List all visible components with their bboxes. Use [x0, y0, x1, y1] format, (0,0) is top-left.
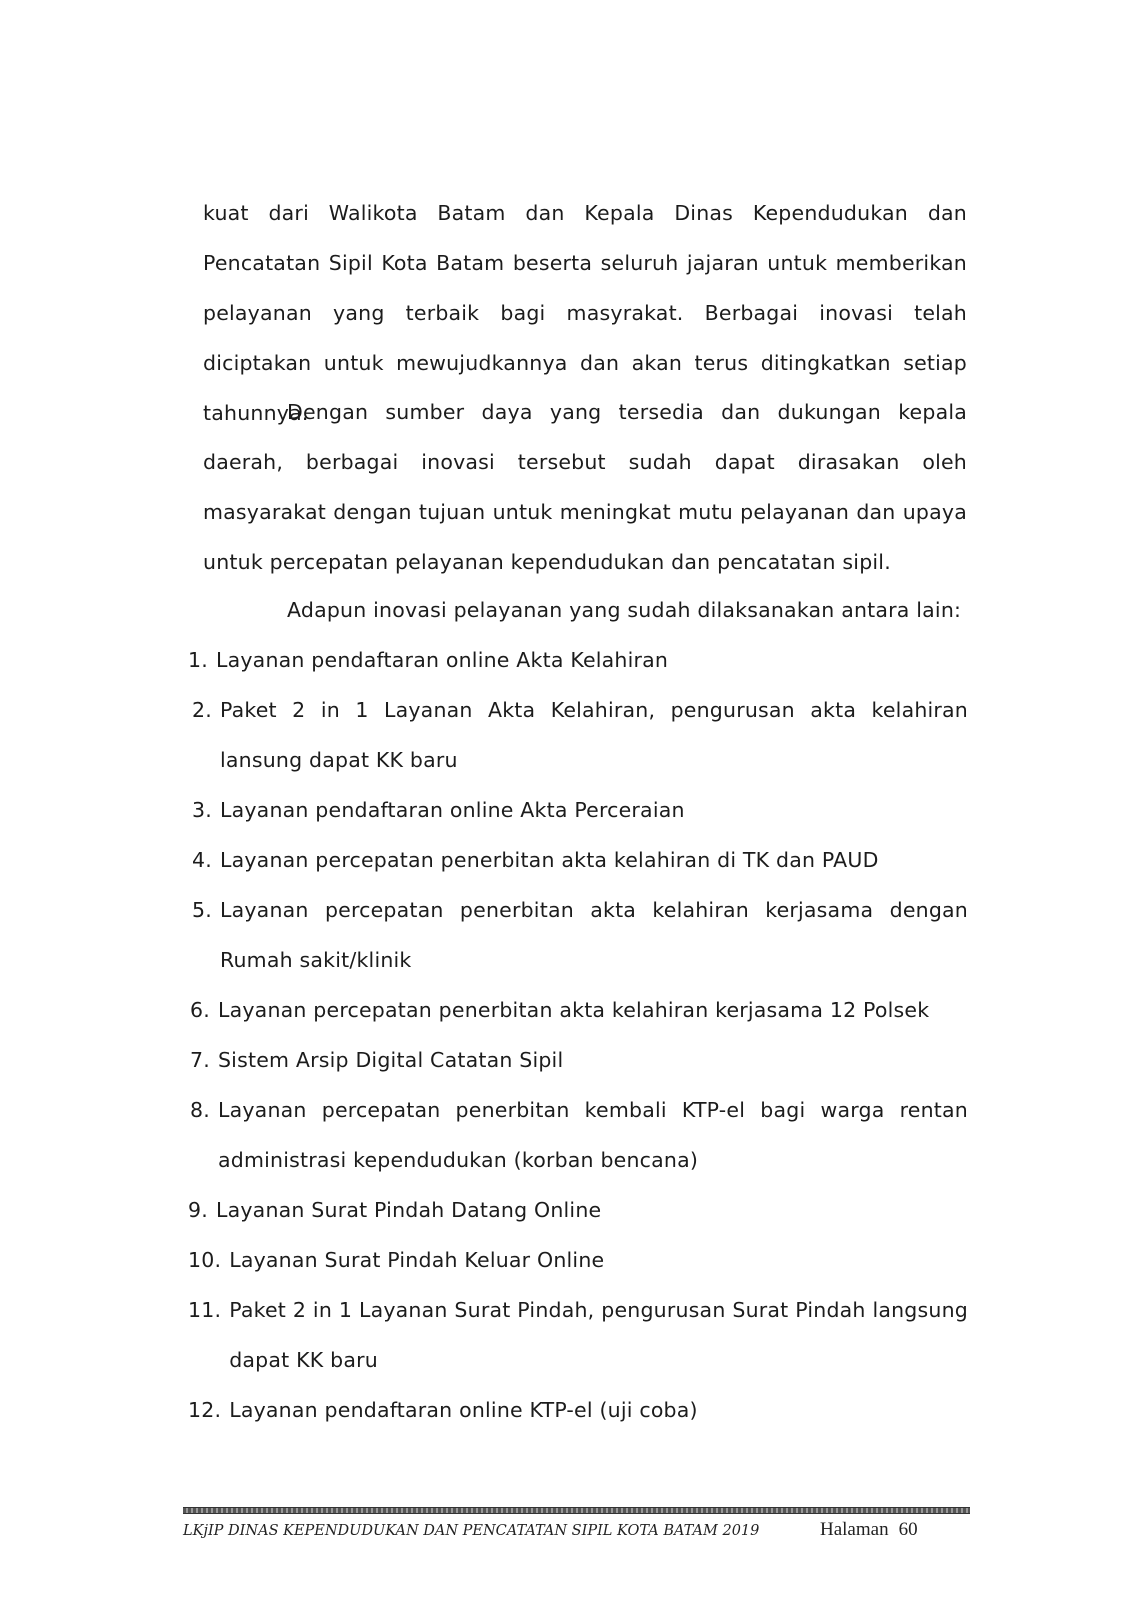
list-item-text: Paket 2 in 1 Layanan Surat Pindah, pengurusan Surat Pindah langsung dapat KK baru [229, 1298, 968, 1372]
list-item-number: 3. [192, 798, 212, 822]
list-item-number: 12. [188, 1398, 222, 1422]
page-label: Halaman [820, 1519, 889, 1540]
list-item-text: Layanan pendaftaran online KTP-el (uji coba) [229, 1398, 698, 1422]
list-item [188, 1285, 968, 1385]
footer-document-title: LKjIP DINAS KEPENDUDUKAN DAN PENCATATAN SIPIL KOTA BATAM 2019 [183, 1523, 760, 1539]
list-item-text: Layanan Surat Pindah Datang Online [215, 1198, 602, 1222]
list-item [188, 1185, 968, 1235]
list-item-number: 2. [192, 698, 212, 722]
list-item-number: 11. [188, 1298, 222, 1322]
paragraph-2: Dengan sumber daya yang tersedia dan dukungan kepala daerah, berbagai inovasi tersebut sudah dapat dirasakan oleh masyarakat dengan tujuan untuk meningkat mutu pelayanan dan upaya untuk percepatan pelayanan kependudukan dan pencatatan sipil. [203, 400, 967, 574]
list-item-number: 4. [192, 848, 212, 872]
list-item-number: 7. [190, 1048, 210, 1072]
list-item-text: Layanan Surat Pindah Keluar Online [229, 1248, 605, 1272]
footer-divider [183, 1507, 970, 1514]
list-item-text: Layanan percepatan penerbitan kembali KTP-el bagi warga rentan administrasi kependudukan (korban bencana) [217, 1098, 968, 1172]
list-item-text: Layanan pendaftaran online Akta Kelahiran [215, 648, 669, 672]
paragraph-1: kuat dari Walikota Batam dan Kepala Dinas Kependudukan dan Pencatatan Sipil Kota Batam beserta seluruh jajaran untuk memberikan pelayanan yang terbaik bagi masyrakat. Berbagai inovasi telah diciptakan untuk mewujudkannya dan akan terus ditingkatkan setiap tahunnya. [203, 201, 967, 425]
list-item-text: Paket 2 in 1 Layanan Akta Kelahiran, pengurusan akta kelahiran lansung dapat KK baru [219, 698, 968, 772]
page-number: 60 [898, 1519, 918, 1540]
paragraph-3: Adapun inovasi pelayanan yang sudah dilaksanakan antara lain: [287, 598, 962, 622]
footer-page-indicator [820, 1516, 918, 1544]
list-item [188, 1035, 968, 1085]
list-item [188, 885, 968, 985]
list-item-text: Layanan pendaftaran online Akta Perceraian [219, 798, 685, 822]
list-item [188, 635, 968, 685]
list-item-number: 1. [188, 648, 208, 672]
list-item [188, 785, 968, 835]
list-item [188, 1235, 968, 1285]
list-item-text: Layanan percepatan penerbitan akta kelahiran di TK dan PAUD [219, 848, 879, 872]
list-item [188, 835, 968, 885]
list-item-number: 5. [192, 898, 212, 922]
list-item [188, 1385, 968, 1435]
list-item-number: 8. [190, 1098, 210, 1122]
list-item [188, 985, 968, 1035]
innovation-list [188, 635, 968, 1435]
list-item-number: 6. [190, 998, 210, 1022]
list-item-number: 10. [188, 1248, 222, 1272]
list-item-text: Sistem Arsip Digital Catatan Sipil [217, 1048, 564, 1072]
list-item [188, 1085, 968, 1185]
list-item-number: 9. [188, 1198, 208, 1222]
list-item-text: Layanan percepatan penerbitan akta kelahiran kerjasama 12 Polsek [217, 998, 930, 1022]
list-item-text: Layanan percepatan penerbitan akta kelahiran kerjasama dengan Rumah sakit/klinik [219, 898, 968, 972]
list-item [188, 685, 968, 785]
